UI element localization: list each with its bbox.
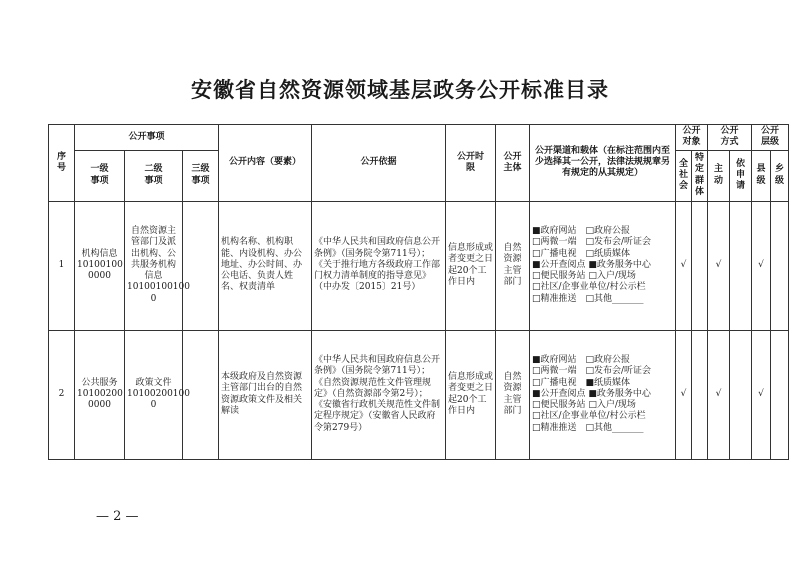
row-level3 <box>183 201 219 330</box>
row-county: √ <box>752 330 771 459</box>
row-township <box>771 201 789 330</box>
row-time-limit: 信息形成或者变更之日起20个工作日内 <box>446 330 496 459</box>
header-level1: 一级 事项 <box>75 150 125 201</box>
row-whole-society: √ <box>676 330 692 459</box>
table-row <box>49 330 789 459</box>
header-content: 公开内容（要素） <box>219 125 312 202</box>
header-proactive: 主 动 <box>708 150 730 201</box>
header-on-request: 依 申 请 <box>730 150 752 201</box>
header-township: 乡 级 <box>771 150 789 201</box>
row-specific-group <box>692 330 708 459</box>
row-basis: 《中华人民共和国政府信息公开条例》（国务院令第711号）； 《关于推行地方各级政府工作部门权力清单制度的指导意见》（中办发〔2015〕21号） <box>312 201 446 330</box>
header-level2: 二级 事项 <box>125 150 183 201</box>
row-channels: ■政府网站 □政府公报 □两微一端 □发布会/听证会 □广播电视 ■纸质媒体 ■公开查阅点 ■政务服务中心 □便民服务站 □入户/现场 □社区/企事业单位/村公示栏 □精准推送 □其他_______ <box>530 330 676 459</box>
header-seq: 序 号 <box>49 125 75 202</box>
catalog-table <box>48 124 789 460</box>
row-basis: 《中华人民共和国政府信息公开条例》（国务院令第711号）； 《自然资源规范性文件管理规定》（自然资源部令第2号）； 《安徽省行政机关规范性文件制定程序规定》（安徽省人民政府令第279号） <box>312 330 446 459</box>
page-title: 安徽省自然资源领域基层政务公开标准目录 <box>191 78 609 102</box>
row-seq: 1 <box>49 201 75 330</box>
table-row <box>49 201 789 330</box>
row-subject: 自然 资源 主管 部门 <box>496 201 530 330</box>
header-target: 公开 对象 <box>676 125 708 151</box>
row-level1: 机构信息 10100100 0000 <box>75 201 125 330</box>
row-time-limit: 信息形成或者变更之日起20个工作日内 <box>446 201 496 330</box>
row-specific-group <box>692 201 708 330</box>
header-level: 公开 层级 <box>752 125 789 151</box>
header-method: 公开 方式 <box>708 125 752 151</box>
row-proactive: √ <box>708 330 730 459</box>
header-channels: 公开渠道和载体（在标注范围内至少选择其一公开，法律法规规章另有规定的从其规定） <box>530 125 676 202</box>
row-level1: 公共服务 10100200 0000 <box>75 330 125 459</box>
row-content: 机构名称、机构职能、内设机构、办公地址、办公时间、办公电话、负责人姓名、权责清单 <box>219 201 312 330</box>
header-public-matters: 公开事项 <box>75 125 219 151</box>
row-township <box>771 330 789 459</box>
row-county: √ <box>752 201 771 330</box>
row-level2: 自然资源主管部门及派出机构、公共服务机构信息 10100100100 0 <box>125 201 183 330</box>
row-proactive: √ <box>708 201 730 330</box>
header-specific-group: 特 定 群 体 <box>692 150 708 201</box>
header-county: 县 级 <box>752 150 771 201</box>
row-seq: 2 <box>49 330 75 459</box>
row-level2: 政策文件 10100200100 0 <box>125 330 183 459</box>
row-whole-society: √ <box>676 201 692 330</box>
row-content: 本级政府及自然资源主管部门出台的自然资源政策文件及相关解读 <box>219 330 312 459</box>
row-on-request <box>730 330 752 459</box>
header-row-1 <box>49 125 789 151</box>
row-channels: ■政府网站 □政府公报 □两微一端 □发布会/听证会 □广播电视 □纸质媒体 ■公开查阅点 ■政务服务中心 □便民服务站 □入户/现场 □社区/企事业单位/村公示栏 □精准推送 □其他_______ <box>530 201 676 330</box>
header-time-limit: 公开时 限 <box>446 125 496 202</box>
row-subject: 自然 资源 主管 部门 <box>496 330 530 459</box>
header-basis: 公开依据 <box>312 125 446 202</box>
header-subject: 公开 主体 <box>496 125 530 202</box>
row-on-request <box>730 201 752 330</box>
page-number: — 2 — <box>96 509 139 524</box>
header-level3: 三级 事项 <box>183 150 219 201</box>
header-whole-society: 全 社 会 <box>676 150 692 201</box>
